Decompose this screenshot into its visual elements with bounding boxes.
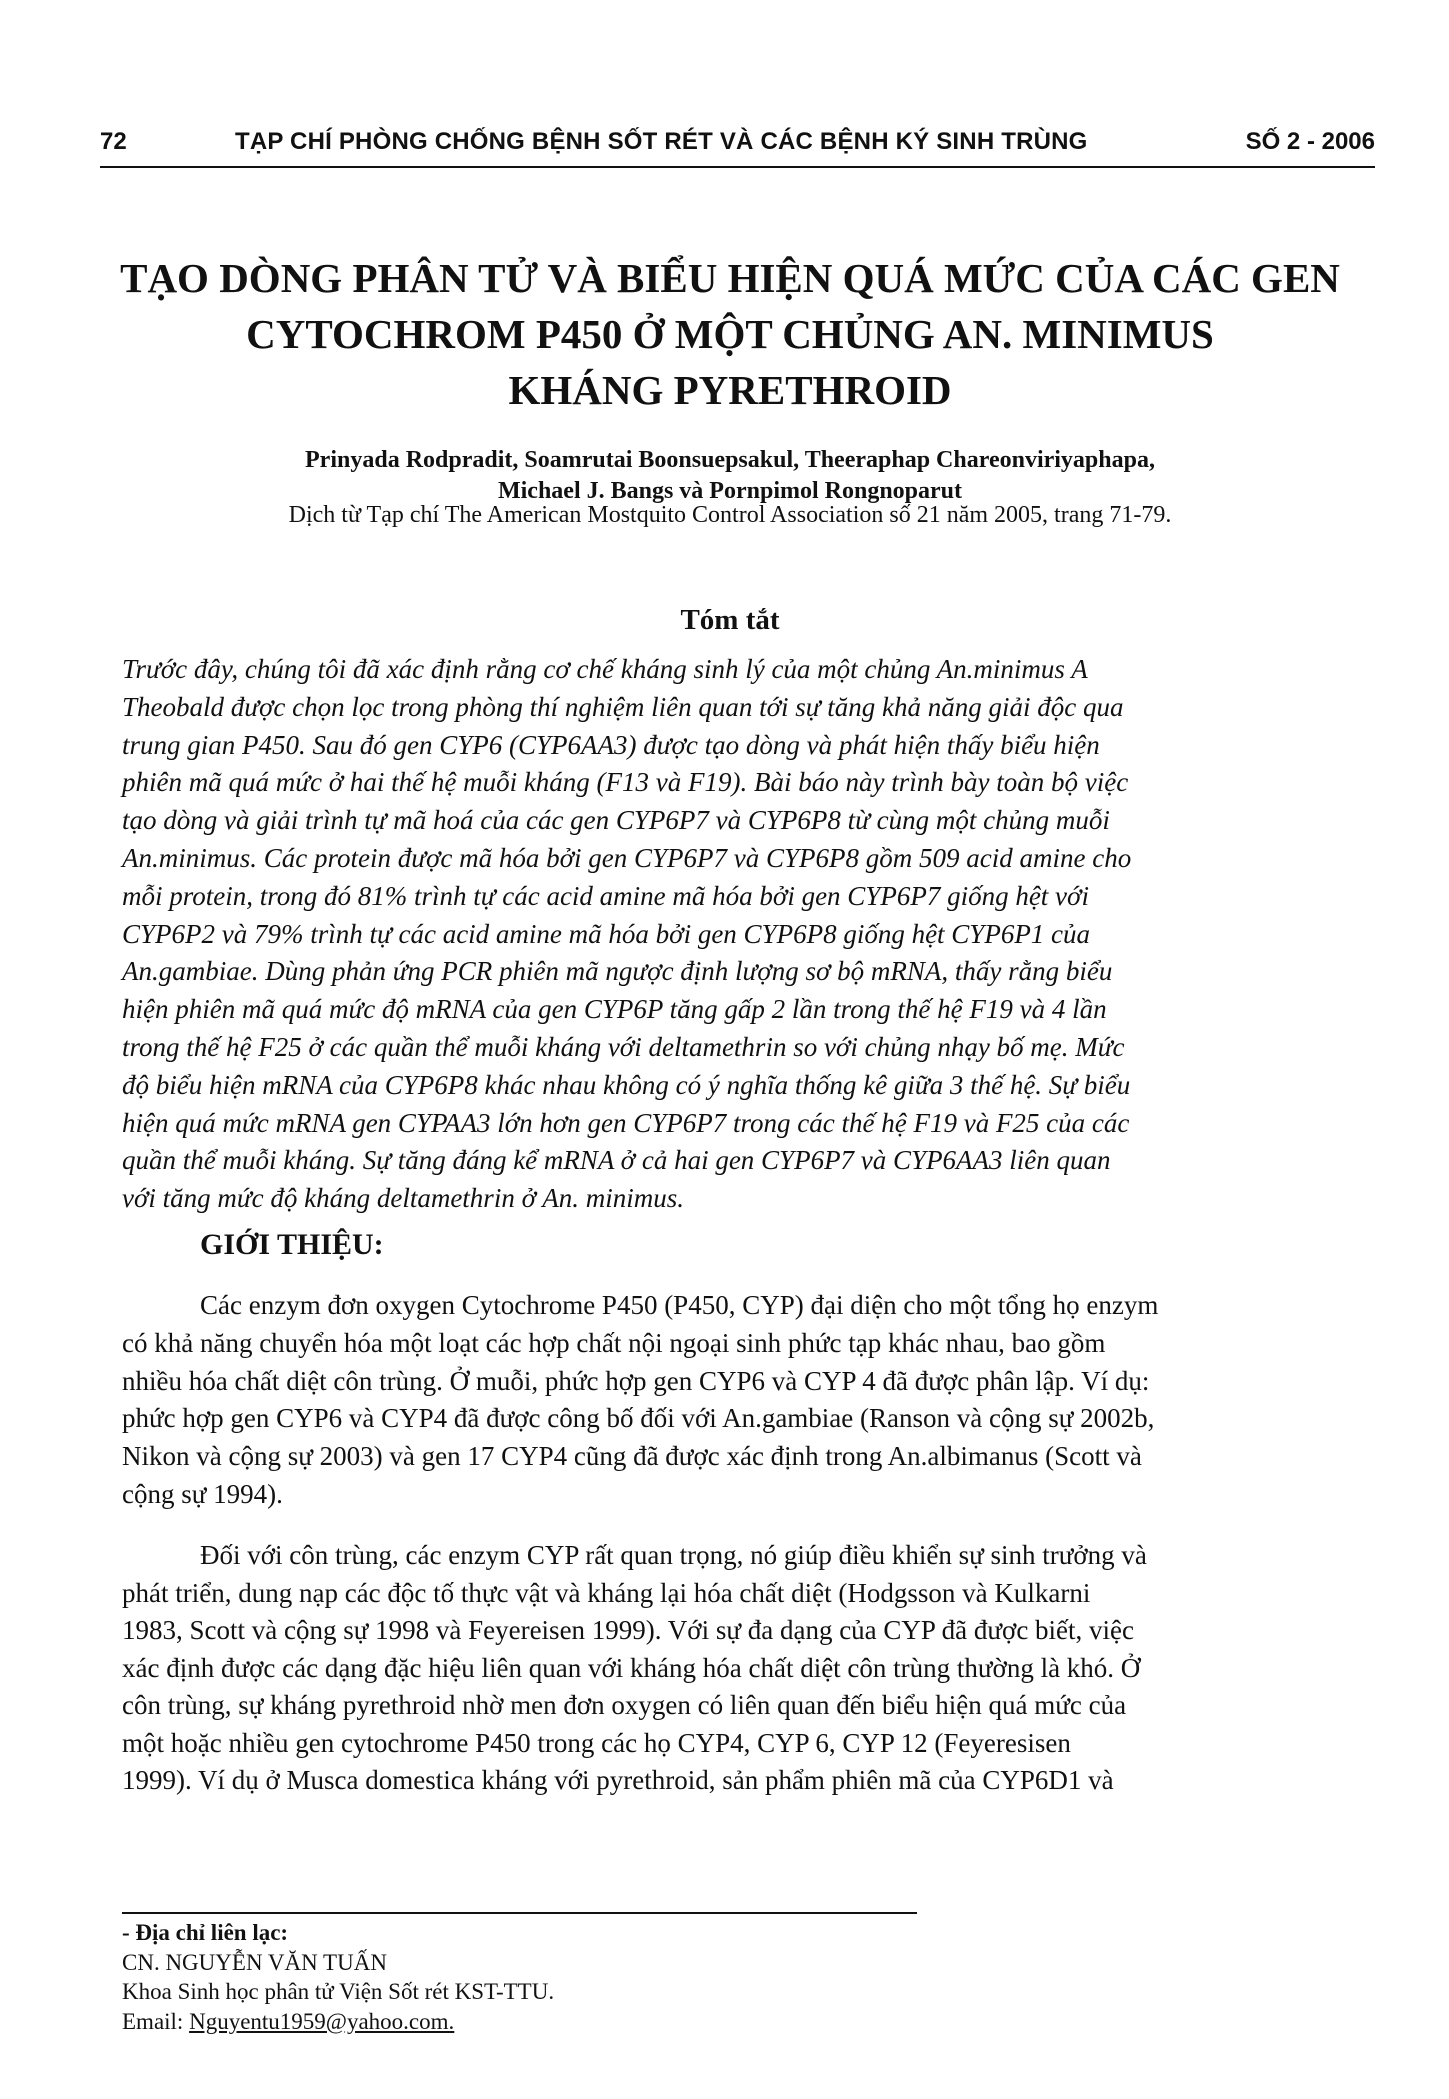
body-line: côn trùng, sự kháng pyrethroid nhờ men đơn oxygen có liên quan đến biểu hiện quá mức của [122, 1690, 1127, 1720]
intro-heading: GIỚI THIỆU: [200, 1228, 384, 1261]
author-line: Prinyada Rodpradit, Soamrutai Boonsuepsakul, Theeraphap Chareonviriyaphapa, [305, 447, 1155, 473]
body-line: một hoặc nhiều gen cytochrome P450 trong các họ CYP4, CYP 6, CYP 12 (Feyeresisen [122, 1727, 1071, 1758]
body-line: cộng sự 1994). [122, 1478, 283, 1509]
body-line: Đối với côn trùng, các enzym CYP rất quan trọng, nó giúp điều khiển sự sinh trưởng và [200, 1540, 1147, 1570]
abstract-line: An.minimus. Các protein được mã hóa bởi gen CYP6P7 và CYP6P8 gồm 509 acid amine cho [122, 842, 1132, 873]
article-title [120, 250, 1340, 418]
abstract-line: hiện quá mức mRNA gen CYPAA3 lớn hơn gen CYP6P7 trong các thế hệ F19 và F25 của các [122, 1107, 1130, 1138]
page-number: 72 [100, 128, 127, 155]
issue-number: SỐ 2 - 2006 [1245, 128, 1375, 155]
body-line: có khả năng chuyển hóa một loạt các hợp chất nội ngoại sinh phức tạp khác nhau, bao gồm [122, 1327, 1106, 1358]
contact-footnote [122, 1918, 1022, 2036]
title-line: CYTOCHROM P450 Ở MỘT CHỦNG AN. MINIMUS [246, 311, 1214, 357]
abstract-line: An.gambiae. Dùng phản ứng PCR phiên mã ngược định lượng sơ bộ mRNA, thấy rằng biểu [122, 956, 1113, 987]
abstract-line: với tăng mức độ kháng deltamethrin ở An. minimus. [122, 1183, 684, 1214]
email-label: Email: [122, 2008, 190, 2034]
author-list [120, 445, 1340, 507]
footnote-divider [122, 1912, 917, 1914]
body-line: 1983, Scott và cộng sự 1998 và Feyereisen 1999). Với sự đa dạng của CYP đã được biết, việc [122, 1615, 1135, 1645]
abstract-line: quần thể muỗi kháng. Sự tăng đáng kể mRNA ở cả hai gen CYP6P7 và CYP6AA3 liên quan [122, 1145, 1111, 1176]
footnote-heading: - Địa chỉ liên lạc: [122, 1920, 289, 1945]
abstract-line: độ biểu hiện mRNA của CYP6P8 khác nhau không có ý nghĩa thống kê giữa 3 thế hệ. Sự biểu [122, 1069, 1131, 1100]
abstract-line: Trước đây, chúng tôi đã xác định rằng cơ chế kháng sinh lý của một chủng An.minimus A [122, 654, 1088, 684]
abstract-line: tạo dòng và giải trình tự mã hoá của các gen CYP6P7 và CYP6P8 từ cùng một chủng muỗi [122, 805, 1110, 836]
body-line: Nikon và cộng sự 2003) và gen 17 CYP4 cũng đã được xác định trong An.albimanus (Scott và [122, 1441, 1142, 1472]
translation-source: Dịch từ Tạp chí The American Mostquito Control Association số 21 năm 2005, trang 71-79. [288, 502, 1172, 528]
intro-paragraph-2 [122, 1537, 1377, 1800]
title-line: KHÁNG PYRETHROID [508, 367, 952, 413]
abstract-line: mỗi protein, trong đó 81% trình tự các acid amine mã hóa bởi gen CYP6P7 giống hệt với [122, 880, 1089, 911]
header-divider [100, 166, 1375, 168]
journal-name: TẠP CHÍ PHÒNG CHỐNG BỆNH SỐT RÉT VÀ CÁC BỆNH KÝ SINH TRÙNG [235, 128, 1088, 155]
title-line: TẠO DÒNG PHÂN TỬ VÀ BIỂU HIỆN QUÁ MỨC CỦA CÁC GEN [120, 255, 1340, 301]
body-line: Các enzym đơn oxygen Cytochrome P450 (P450, CYP) đại diện cho một tổng họ enzym [200, 1290, 1159, 1320]
abstract-line: CYP6P2 và 79% trình tự các acid amine mã hóa bởi gen CYP6P8 giống hệt CYP6P1 của [122, 918, 1091, 949]
abstract-heading: Tóm tắt [680, 604, 780, 636]
contact-email-line [122, 2007, 1022, 2037]
running-header [100, 128, 1375, 168]
email-link[interactable]: Nguyentu1959@yahoo.com. [189, 2008, 455, 2034]
contact-affiliation: Khoa Sinh học phân tử Viện Sốt rét KST-TTU. [122, 1979, 555, 2004]
contact-name: CN. NGUYỄN VĂN TUẤN [122, 1949, 387, 1975]
body-line: xác định được các dạng đặc hiệu liên quan với kháng hóa chất diệt côn trùng thường là khó. Ở [122, 1652, 1141, 1683]
intro-paragraph-1 [122, 1287, 1377, 1514]
author-line: Michael J. Bangs và Pornpimol Rongnoparut [497, 478, 963, 504]
body-line: phát triển, dung nạp các độc tố thực vật và kháng lại hóa chất diệt (Hodgsson và Kulkarni [122, 1577, 1091, 1608]
abstract-body [122, 651, 1377, 1218]
body-line: 1999). Ví dụ ở Musca domestica kháng với pyrethroid, sản phẩm phiên mã của CYP6D1 và [122, 1765, 1114, 1795]
abstract-line: trung gian P450. Sau đó gen CYP6 (CYP6AA3) được tạo dòng và phát hiện thấy biểu hiện [122, 729, 1100, 760]
abstract-line: Theobald được chọn lọc trong phòng thí nghiệm liên quan tới sự tăng khả năng giải độc qua [122, 691, 1124, 722]
body-line: phức hợp gen CYP6 và CYP4 đã được công bố đối với An.gambiae (Ranson và cộng sự 2002b, [122, 1403, 1155, 1434]
body-line: nhiều hóa chất diệt côn trùng. Ở muỗi, phức hợp gen CYP6 và CYP 4 đã được phân lập. Ví dụ: [122, 1365, 1150, 1396]
abstract-line: phiên mã quá mức ở hai thế hệ muỗi kháng (F13 và F19). Bài báo này trình bày toàn bộ việc [122, 767, 1129, 798]
abstract-line: trong thế hệ F25 ở các quần thể muỗi kháng với deltamethrin so với chủng nhạy bố mẹ. Mức [122, 1031, 1125, 1062]
abstract-line: hiện phiên mã quá mức độ mRNA của gen CYP6P tăng gấp 2 lần trong thế hệ F19 và 4 lần [122, 994, 1107, 1025]
